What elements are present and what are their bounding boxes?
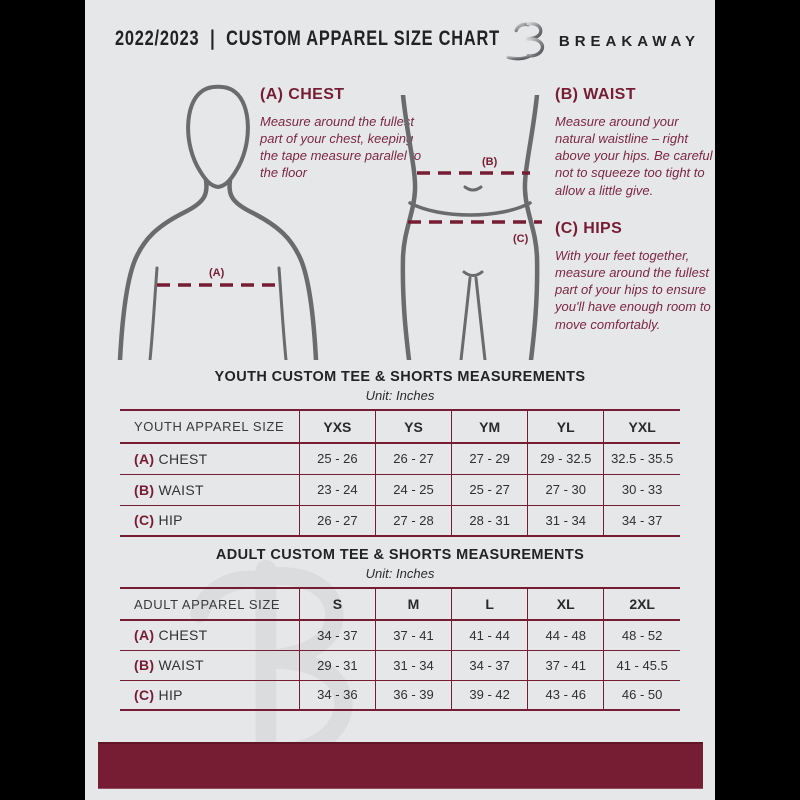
hips-heading: (C) HIPS — [555, 220, 623, 237]
hips-marker-label: (C) — [513, 233, 529, 245]
cell-value: 39 - 42 — [452, 680, 528, 710]
page-title: CUSTOM APPAREL SIZE CHART — [226, 27, 500, 50]
size-header-s: S — [299, 588, 375, 620]
adult-table-title: ADULT CUSTOM TEE & SHORTS MEASUREMENTS — [215, 547, 585, 563]
header-title-text — [115, 27, 500, 51]
brand-name: BREAKAWAY — [558, 32, 700, 50]
cell-value: 31 - 34 — [528, 505, 604, 536]
row-marker: (A) — [134, 450, 155, 467]
youth-table-title: YOUTH CUSTOM TEE & SHORTS MEASUREMENTS — [214, 369, 586, 385]
size-header-yxl: YXL — [604, 410, 680, 443]
size-header-yl: YL — [528, 410, 604, 443]
cell-value: 37 - 41 — [375, 620, 451, 650]
row-label-text: CHEST — [158, 627, 208, 644]
youth-table-unit: Unit: Inches — [365, 388, 435, 403]
chest-description: Measure around the fullest part of your chest, keeping the tape measure parallel to the floor — [260, 114, 422, 181]
cell-value: 43 - 46 — [528, 680, 604, 710]
row-marker: (C) — [134, 512, 155, 529]
size-header-ym: YM — [452, 410, 528, 443]
cell-value: 28 - 31 — [452, 505, 528, 536]
edition-label: 2022/2023 — [115, 27, 200, 50]
row-marker: (B) — [134, 481, 155, 498]
cell-value: 41 - 45.5 — [604, 650, 680, 680]
youth-size-table — [120, 409, 680, 537]
row-label-text: WAIST — [158, 657, 204, 673]
cell-value: 27 - 30 — [528, 474, 604, 505]
hips-section — [555, 220, 715, 333]
cell-value: 26 - 27 — [299, 505, 375, 536]
size-header-yxs: YXS — [299, 410, 375, 443]
cell-value: 29 - 32.5 — [528, 443, 604, 474]
cell-value: 30 - 33 — [604, 474, 680, 505]
size-header-2xl: 2XL — [604, 588, 680, 620]
row-label-text: HIP — [158, 686, 183, 703]
cell-value: 32.5 - 35.5 — [611, 451, 674, 467]
cell-value: 29 - 31 — [299, 650, 375, 680]
row-label-waist — [120, 650, 299, 680]
table-row-waist — [120, 650, 680, 680]
cell-value: 48 - 52 — [621, 627, 663, 643]
row-label-chest — [120, 443, 299, 474]
row-label-chest — [120, 620, 299, 650]
row-label-text: CHEST — [158, 450, 208, 467]
table-row-hip — [120, 680, 680, 710]
cell-value: 34 - 36 — [299, 680, 375, 710]
size-header-l: L — [452, 588, 528, 620]
cell-value: 27 - 28 — [375, 505, 451, 536]
cell-value: 46 - 50 — [604, 680, 680, 710]
cell-value: 36 - 39 — [375, 680, 451, 710]
brand-block — [504, 20, 700, 62]
cell-value: 44 - 48 — [528, 620, 604, 650]
adult-table-unit: Unit: Inches — [365, 566, 435, 581]
waist-hips-illustration — [385, 95, 555, 360]
cell-value: 24 - 25 — [375, 474, 451, 505]
row-marker: (A) — [134, 627, 155, 644]
row-marker: (B) — [134, 657, 155, 673]
cell-value: 34 - 37 — [604, 505, 680, 536]
row-marker: (C) — [134, 686, 155, 703]
cell-value: 41 - 44 — [452, 620, 528, 650]
row-label-hip — [120, 505, 299, 536]
header-divider: | — [210, 27, 216, 50]
chest-heading: (A) CHEST — [260, 86, 345, 103]
cell-value: 27 - 29 — [452, 443, 528, 474]
row-label-hip — [120, 680, 299, 710]
size-chart-page — [85, 0, 715, 800]
waist-marker-label: (B) — [482, 156, 498, 168]
cell-value: 25 - 26 — [299, 443, 375, 474]
cell-value: 31 - 34 — [375, 650, 451, 680]
row-label-text: HIP — [158, 512, 183, 529]
size-header-ys: YS — [375, 410, 451, 443]
cell-value: 25 - 27 — [452, 474, 528, 505]
table-row-waist — [120, 474, 680, 505]
adult-size-table — [120, 587, 680, 711]
adult-size-column-header: ADULT APPAREL SIZE — [120, 588, 299, 620]
table-row-chest — [120, 443, 680, 474]
row-label-text: WAIST — [158, 481, 204, 498]
waist-heading: (B) WAIST — [555, 86, 636, 103]
cell-value: 23 - 24 — [299, 474, 375, 505]
youth-size-column-header: YOUTH APPAREL SIZE — [120, 410, 299, 443]
chest-marker-label: (A) — [209, 267, 225, 279]
hips-description: With your feet together, measure around the fullest part of your hips to ensure you'll have enough room to move comfortably. — [555, 248, 711, 332]
cell-value: 34 - 37 — [452, 650, 528, 680]
table-row-chest — [120, 620, 680, 650]
waist-description: Measure around your natural waistline – right above your hips. Be careful not to squeeze too tight to allow a little give. — [555, 114, 713, 198]
waist-section — [555, 86, 715, 199]
youth-header-row — [120, 410, 680, 443]
cell-value: 37 - 41 — [528, 650, 604, 680]
table-row-hip — [120, 505, 680, 536]
row-label-waist — [120, 474, 299, 505]
size-header-m: M — [375, 588, 451, 620]
footer-accent-bar — [98, 742, 703, 789]
breakaway-logo-icon — [504, 20, 550, 62]
adult-header-row — [120, 588, 680, 620]
cell-value: 26 - 27 — [375, 443, 451, 474]
size-header-xl: XL — [528, 588, 604, 620]
cell-value: 34 - 37 — [299, 620, 375, 650]
